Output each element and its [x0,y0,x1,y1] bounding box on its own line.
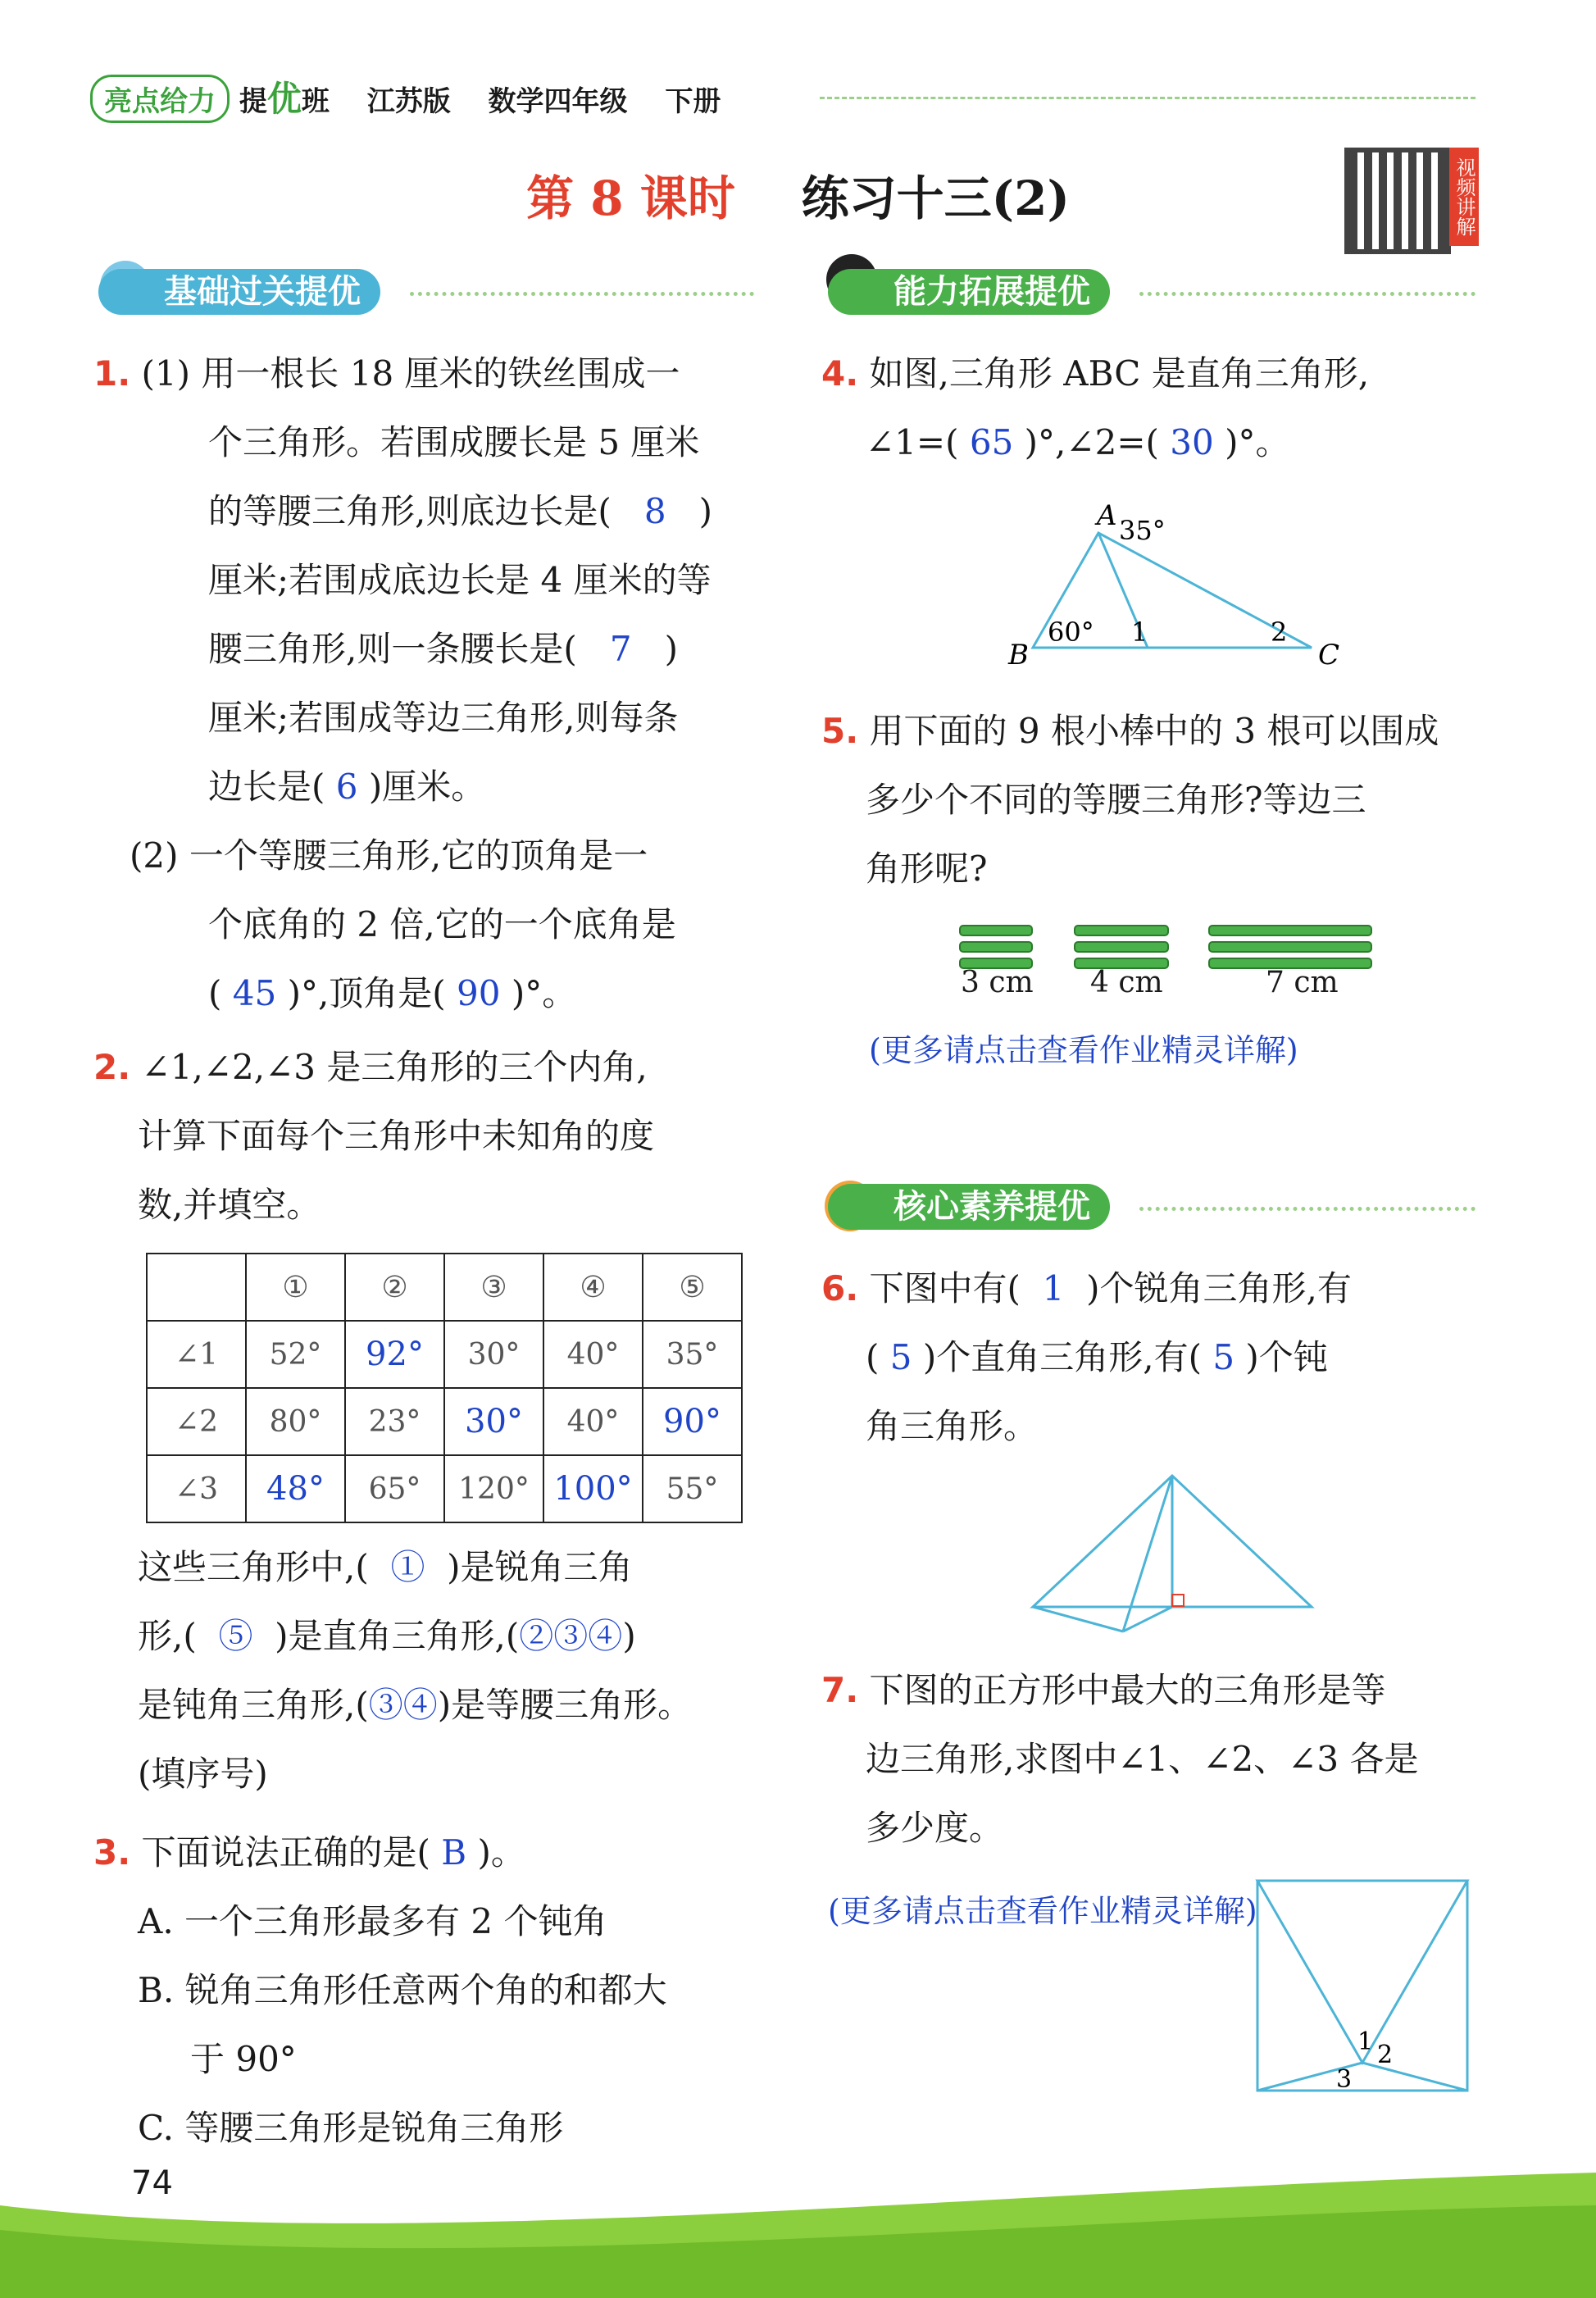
answer: ③④ [368,1685,438,1725]
stick [1074,925,1169,936]
section-dots [1139,1207,1476,1211]
table-cell: 35° [643,1321,742,1388]
question-number: 5. [821,711,859,751]
edition: 江苏版 [366,85,451,118]
answer: 8 [643,491,666,531]
video-explain-label[interactable]: 视频讲解 [1449,148,1479,246]
table-cell: 40° [543,1388,643,1455]
answer: 90 [457,973,501,1013]
angle-1-label: 1 [1357,2027,1374,2056]
q2-line: ∠1,∠2,∠3 是三角形的三个内角, [141,1047,648,1087]
q2-fill: 是钝角三角形,( [138,1685,369,1725]
section-basic-tag [98,269,380,315]
q7-line: 边三角形,求图中∠1、∠2、∠3 各是 [866,1739,1419,1779]
q1-line: (1) 用一根长 18 厘米的铁丝围成一 [141,353,680,394]
label-c: C [1318,639,1340,671]
q6-line: ( [866,1337,880,1377]
lesson-number: 第 8 课时 [526,171,735,226]
stick-group-7cm [1208,925,1372,969]
section-ability-tag [828,269,1110,315]
table-cell: 55° [643,1455,742,1522]
answer: 6 [335,767,358,807]
square-figure [1254,1877,1476,2099]
q1-line: ) [664,629,678,669]
angle-a-label: 35° [1119,515,1166,546]
q2-fill: (填序号) [138,1754,268,1794]
q1-line: )°。 [511,973,577,1013]
section-basic-label: 基础过关提优 [164,273,361,311]
lesson-name: 练习十三(2) [801,171,1070,226]
q2-line: 数,并填空。 [138,1185,321,1225]
q2-fill: )是直角三角形,( [275,1616,520,1656]
question-2 [93,1033,654,1240]
question-2-fill [138,1533,692,1809]
q2-fill: 这些三角形中,( [138,1547,369,1587]
answer: 5 [889,1337,912,1377]
option-b: 于 90° [190,2039,297,2079]
subject: 数学四年级 [488,85,628,118]
section-ability-label: 能力拓展提优 [893,273,1090,311]
answer: 30 [1170,422,1214,462]
section-core-label: 核心素养提优 [893,1188,1090,1226]
answer: B [441,1832,467,1873]
q2-fill: ) [622,1616,636,1656]
label-b: B [1008,639,1029,671]
page-number: 74 [131,2164,173,2202]
detail-link[interactable]: (更多请点击查看作业精灵详解) [828,1893,1257,1929]
angle-2-label: 2 [1271,617,1288,648]
table-header: ③ [444,1254,543,1321]
q5-line: 多少个不同的等腰三角形?等边三 [866,780,1366,820]
q6-line: 角三角形。 [866,1406,1039,1446]
q4-line: )°。 [1225,422,1290,462]
row-label: ∠2 [147,1388,246,1455]
stick [1208,941,1372,953]
table-cell: 52° [246,1321,345,1388]
row-label: ∠1 [147,1321,246,1388]
volume: 下册 [665,85,721,118]
q1-line: 的等腰三角形,则底边长是( [208,491,612,531]
question-number: 1. [93,353,131,394]
question-6 [821,1254,1352,1461]
angle-b-label: 60° [1048,617,1094,648]
q2-fill: 形,( [138,1616,197,1656]
table-cell: 120° [444,1455,543,1522]
table-corner [147,1254,246,1321]
angle-table [146,1253,743,1523]
q7-line: 下图的正方形中最大的三角形是等 [869,1670,1386,1710]
section-dots [1139,292,1476,296]
square [1257,1881,1467,2091]
question-3 [93,1818,667,2163]
angle-3-label: 3 [1336,2065,1353,2094]
question-1 [93,339,712,1028]
stick-group-3cm [959,925,1033,969]
section-dots [410,292,754,296]
triangle-abc-figure [1000,500,1344,680]
q1-line: (2) 一个等腰三角形,它的顶角是一 [130,835,648,876]
stick-label: 7 cm [1266,966,1339,999]
q7-line: 多少度。 [866,1808,1004,1848]
table-cell: 40° [543,1321,643,1388]
series-ban: 班 [301,85,330,118]
option-b: B. 锐角三角形任意两个角的和都大 [138,1970,667,2010]
question-4 [821,339,1369,477]
section-core-tag [828,1184,1110,1230]
table-cell: 80° [246,1388,345,1455]
label-a: A [1097,500,1117,532]
q4-line: 如图,三角形 ABC 是直角三角形, [869,353,1370,394]
q6-line: )个直角三角形,有( [922,1337,1202,1377]
table-cell: 23° [345,1388,444,1455]
stick-label: 3 cm [961,966,1034,999]
answer: 5 [1212,1337,1235,1377]
qr-code-icon[interactable] [1344,148,1451,254]
brand-badge: 亮点给力 [90,75,230,123]
answer: 65 [969,422,1014,462]
triangle-segment [1033,1607,1123,1631]
triangles-figure [1025,1468,1320,1640]
table-header: ② [345,1254,444,1321]
table-cell-answer: 100° [543,1455,643,1522]
stick [1208,925,1372,936]
q4-line: ∠1=( [866,422,959,462]
q2-line: 计算下面每个三角形中未知角的度 [138,1116,655,1156]
table-header: ⑤ [643,1254,742,1321]
q6-line: )个钝 [1245,1337,1328,1377]
question-number: 3. [93,1832,131,1873]
answer: ⑤ [218,1616,253,1656]
q3-stem: )。 [477,1832,525,1873]
question-number: 6. [821,1268,859,1308]
stick [959,925,1033,936]
stick [1074,941,1169,953]
right-angle-mark [1172,1595,1184,1606]
table-cell-answer: 90° [643,1388,742,1455]
q1-line: 边长是( [208,767,325,807]
stick [959,941,1033,953]
answer: 45 [232,973,277,1013]
question-5 [821,697,1439,903]
header-divider [820,97,1476,99]
page-header [90,72,721,123]
q6-line: )个锐角三角形,有 [1086,1268,1352,1308]
q1-line: 厘米;若围成底边长是 4 厘米的等 [208,560,712,600]
series-you: 优 [266,79,302,119]
answer: ① [390,1547,425,1587]
detail-link[interactable]: (更多请点击查看作业精灵详解) [869,1032,1298,1068]
q6-line: 下图中有( [869,1268,1021,1308]
table-cell-answer: 30° [444,1388,543,1455]
stick-label: 4 cm [1090,966,1163,999]
q1-line: ) [698,491,712,531]
question-number: 4. [821,353,859,394]
q5-line: 用下面的 9 根小棒中的 3 根可以围成 [869,711,1439,751]
q4-line: )°,∠2=( [1024,422,1159,462]
answer: ②③④ [519,1616,623,1656]
question-7 [821,1656,1418,1863]
q1-line: 个三角形。若围成腰长是 5 厘米 [208,422,700,462]
series-ti: 提 [239,85,267,118]
angle-1-label: 1 [1131,617,1148,648]
answer: 7 [609,629,632,669]
question-number: 7. [821,1670,859,1710]
row-label: ∠3 [147,1455,246,1522]
q3-stem: 下面说法正确的是( [141,1832,430,1873]
stick-group-4cm [1074,925,1169,969]
table-header: ① [246,1254,345,1321]
option-c: C. 等腰三角形是锐角三角形 [138,2108,564,2148]
q1-line: )°,顶角是( [287,973,446,1013]
table-cell: 65° [345,1455,444,1522]
answer: 1 [1042,1268,1065,1308]
q2-fill: )是锐角三角 [447,1547,633,1587]
table-cell: 30° [444,1321,543,1388]
q5-line: 角形呢? [866,849,988,889]
q1-line: 个底角的 2 倍,它的一个底角是 [208,904,676,944]
footer-wave [0,2156,1596,2298]
q1-line: 厘米;若围成等边三角形,则每条 [208,698,679,738]
angle-2-label: 2 [1377,2041,1394,2069]
table-cell-answer: 48° [246,1455,345,1522]
option-a: A. 一个三角形最多有 2 个钝角 [138,1901,607,1941]
question-number: 2. [93,1047,131,1087]
table-header: ④ [543,1254,643,1321]
q2-fill: )是等腰三角形。 [437,1685,693,1725]
q1-line: 腰三角形,则一条腰长是( [208,629,577,669]
q1-line: ( [208,973,222,1013]
q1-line: )厘米。 [368,767,486,807]
table-cell-answer: 92° [345,1321,444,1388]
